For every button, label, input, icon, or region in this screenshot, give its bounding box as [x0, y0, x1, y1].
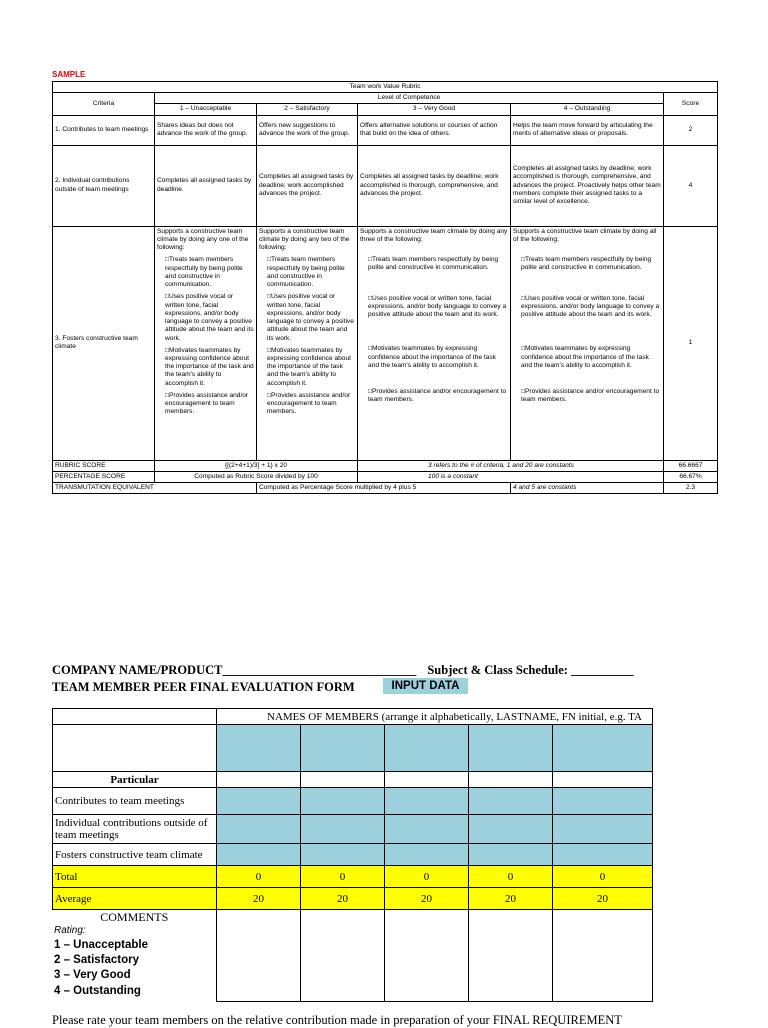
rubric-row	[53, 115, 718, 145]
rubric-row	[53, 226, 718, 460]
rating-input[interactable]	[553, 844, 653, 866]
rubric-cell	[358, 226, 511, 460]
average-value: 20	[301, 888, 385, 910]
particular-label: Particular	[53, 772, 217, 788]
member-name-input[interactable]	[553, 725, 653, 772]
average-label: Average	[53, 888, 217, 910]
summary-value: 66.67%	[664, 471, 718, 482]
rubric-cell: Offers alternative solutions or courses of action that build on the idea of others.	[358, 115, 511, 145]
sample-label: SAMPLE	[52, 70, 86, 79]
summary-label: RUBRIC SCORE	[53, 460, 155, 471]
summary-note: 100 is a constant	[358, 471, 664, 482]
checkbox-bullet-icon: □	[368, 256, 372, 264]
bullet-item: □Provides assistance and/or encouragement to team members.	[368, 388, 507, 404]
criteria-cell: 1. Contributes to team meetings	[53, 115, 155, 145]
rubric-cell: Completes all assigned tasks by deadline; work accomplished is thorough, comprehensive, and advances the project.	[358, 145, 511, 226]
comment-input[interactable]	[301, 910, 385, 1002]
rubric-cell	[511, 226, 664, 460]
checkbox-bullet-icon: □	[521, 294, 525, 302]
bullet-item: □Motivates teammates by expressing confidence about the importance of the task and the team's ability to accomplish it.	[267, 346, 351, 387]
bullet-item: □Uses positive vocal or written tone, facial expressions, and/or body language to convey a positive attitude about the team and its work.	[165, 293, 254, 342]
names-of-members-header: NAMES OF MEMBERS (arrange it alphabetically, LASTNAME, FN initial, e.g. TA	[217, 709, 653, 725]
checkbox-bullet-icon: □	[165, 293, 169, 301]
comment-input[interactable]	[469, 910, 553, 1002]
level-header: Level of Competence	[155, 93, 664, 104]
bullet-item: □Motivates teammates by expressing confidence about the importance of the task and the team's ability to accomplish it.	[521, 345, 649, 369]
total-value: 0	[385, 866, 469, 888]
bullet-item: □Treats team members respectfully by being polite and constructive in communication.	[165, 256, 243, 289]
total-row	[53, 866, 653, 888]
comment-input[interactable]	[217, 910, 301, 1002]
summary-value: 66.6667	[664, 460, 718, 471]
summary-row	[53, 483, 718, 494]
criteria-label: Fosters constructive team climate	[53, 844, 217, 866]
checkbox-bullet-icon: □	[165, 256, 169, 264]
rating-input[interactable]	[217, 815, 301, 844]
summary-formula: Computed as Percentage Score multiplied by 4 plus 5	[257, 483, 511, 494]
checkbox-bullet-icon: □	[267, 391, 271, 399]
bullet-item: □Uses positive vocal or written tone, facial expressions, and/or body language to convey a positive attitude about the team and its work.	[267, 293, 354, 342]
criteria-header: Criteria	[53, 93, 155, 115]
criteria-cell: 3. Fosters constructive team climate	[53, 226, 155, 460]
total-label: Total	[53, 866, 217, 888]
rating-input[interactable]	[217, 844, 301, 866]
checkbox-bullet-icon: □	[267, 256, 271, 264]
intro-text: Supports a constructive team climate by doing any three of the following:	[360, 227, 508, 243]
rubric-cell: Helps the team move forward by articulating the merits of alternative ideas or proposals.	[511, 115, 664, 145]
rubric-cell: Offers new suggestions to advance the work of the group.	[257, 115, 358, 145]
footer-instruction: Please rate your team members on the relative contribution made in preparation of your FINAL REQUIREMENT	[52, 1013, 622, 1027]
criteria-cell: 2. Individual contributions outside of team meetings	[53, 145, 155, 226]
rating-item: 2 – Satisfactory	[54, 954, 140, 966]
checkbox-bullet-icon: □	[368, 294, 372, 302]
rating-input[interactable]	[301, 815, 385, 844]
summary-value: 2.3	[664, 483, 718, 494]
rating-input[interactable]	[469, 815, 553, 844]
rubric-cell	[257, 226, 358, 460]
rating-item: 4 – Outstanding	[54, 985, 141, 997]
total-value: 0	[301, 866, 385, 888]
peer-evaluation-table	[52, 708, 653, 1002]
criteria-row	[53, 788, 653, 815]
bullet-item: □Uses positive vocal or written tone, facial expressions, and/or body language to convey a positive attitude about the team and its work.	[368, 294, 507, 319]
rating-input[interactable]	[469, 844, 553, 866]
checkbox-bullet-icon: □	[165, 391, 169, 399]
bullet-item: □Provides assistance and/or encouragement to team members.	[165, 391, 249, 416]
form-title: TEAM MEMBER PEER FINAL EVALUATION FORM	[52, 680, 355, 694]
rating-input[interactable]	[217, 788, 301, 815]
summary-formula: {[(2+4+1)/3] + 1} x 20	[155, 460, 358, 471]
criteria-label: Individual contributions outside of team meetings	[53, 815, 217, 844]
checkbox-bullet-icon: □	[521, 345, 525, 353]
comments-label: COMMENTS	[100, 910, 169, 924]
summary-formula: Computed as Rubric Score divided by 100	[155, 471, 358, 482]
score-header: Score	[664, 93, 718, 115]
summary-note: 4 and 5 are constants	[511, 483, 664, 494]
summary-row	[53, 460, 718, 471]
level-3-header: 3 – Very Good	[358, 104, 511, 115]
rubric-cell: Completes all assigned tasks by deadline; work accomplished is thorough, comprehensive, and advances the project. Proactively helps other team members complete their assigned tasks to a similar level of excellence.	[511, 145, 664, 226]
rubric-cell: Completes all assigned tasks by deadline.	[155, 145, 257, 226]
level-2-header: 2 – Satisfactory	[257, 104, 358, 115]
score-cell: 1	[664, 226, 718, 460]
checkbox-bullet-icon: □	[521, 256, 525, 264]
score-cell: 4	[664, 145, 718, 226]
company-name-field[interactable]: COMPANY NAME/PRODUCT_______________________________	[52, 663, 417, 677]
member-name-input[interactable]	[217, 725, 301, 772]
bullet-item: □Motivates teammates by expressing confidence about the importance of the task and the team's ability to accomplish it.	[165, 346, 254, 387]
rating-input[interactable]	[301, 844, 385, 866]
teamwork-rubric-table	[52, 81, 718, 494]
rating-input[interactable]	[385, 788, 469, 815]
score-cell: 2	[664, 115, 718, 145]
total-value: 0	[553, 866, 653, 888]
comment-input[interactable]	[553, 910, 653, 1002]
rubric-cell	[155, 226, 257, 460]
average-value: 20	[553, 888, 653, 910]
corner-cell	[53, 709, 217, 725]
bullet-item: □Provides assistance and/or encouragement to team members.	[267, 391, 351, 416]
checkbox-bullet-icon: □	[165, 346, 169, 354]
average-row	[53, 888, 653, 910]
average-value: 20	[385, 888, 469, 910]
rating-input[interactable]	[469, 788, 553, 815]
bullet-item: □Provides assistance and/or encouragement to team members.	[521, 388, 660, 404]
member-name-input[interactable]	[385, 725, 469, 772]
bullet-item: □Treats team members respectfully by being polite and constructive in communication.	[267, 256, 345, 289]
total-value: 0	[217, 866, 301, 888]
rubric-cell: Shares ideas but does not advance the work of the group.	[155, 115, 257, 145]
checkbox-bullet-icon: □	[368, 345, 372, 353]
input-data-badge: INPUT DATA	[383, 678, 468, 694]
intro-text: Supports a constructive team climate by doing any two of the following:	[259, 227, 350, 252]
summary-label: PERCENTAGE SCORE	[53, 471, 155, 482]
average-value: 20	[217, 888, 301, 910]
average-value: 20	[469, 888, 553, 910]
bullet-item: □Treats team members respectfully by being polite and constructive in communication.	[521, 256, 652, 272]
summary-row	[53, 471, 718, 482]
rating-title: Rating:	[54, 925, 86, 936]
rubric-row	[53, 145, 718, 226]
criteria-row	[53, 815, 653, 844]
subject-schedule-field[interactable]: Subject & Class Schedule: __________	[427, 663, 634, 677]
checkbox-bullet-icon: □	[267, 346, 271, 354]
criteria-row	[53, 844, 653, 866]
intro-text: Supports a constructive team climate by doing any one of the following:	[157, 227, 249, 252]
rating-input[interactable]	[385, 844, 469, 866]
rating-item: 3 – Very Good	[54, 969, 131, 981]
rating-input[interactable]	[301, 788, 385, 815]
checkbox-bullet-icon: □	[267, 293, 271, 301]
bullet-item: □Motivates teammates by expressing confidence about the importance of the task and the team's ability to accomplish it.	[368, 345, 496, 369]
intro-text: Supports a constructive team climate by doing all of the following:	[513, 227, 657, 243]
summary-label: TRANSMUTATION EQUIVALENT	[53, 483, 257, 494]
rubric-cell: Completes all assigned tasks by deadline; work accomplished advances the project.	[257, 145, 358, 226]
member-name-input[interactable]	[469, 725, 553, 772]
rating-input[interactable]	[553, 815, 653, 844]
bullet-item: □Treats team members respectfully by being polite and constructive in communication.	[368, 256, 499, 272]
total-value: 0	[469, 866, 553, 888]
checkbox-bullet-icon: □	[368, 388, 372, 396]
level-1-header: 1 – Unacceptable	[155, 104, 257, 115]
member-name-input[interactable]	[301, 725, 385, 772]
criteria-label: Contributes to team meetings	[53, 788, 217, 815]
rating-item: 1 – Unacceptable	[54, 939, 148, 951]
rubric-title: Team work Value Rubric	[53, 82, 718, 93]
form-heading-line1	[52, 663, 634, 678]
level-4-header: 4 – Outstanding	[511, 104, 664, 115]
comment-input[interactable]	[385, 910, 469, 1002]
bullet-item: □Uses positive vocal or written tone, facial expressions, and/or body language to convey a positive attitude about the team and its work.	[521, 294, 660, 319]
rating-input[interactable]	[385, 815, 469, 844]
summary-note: 3 refers to the # of criteria, 1 and 20 are constants	[358, 460, 664, 471]
checkbox-bullet-icon: □	[521, 388, 525, 396]
comments-row	[53, 910, 653, 1002]
rating-input[interactable]	[553, 788, 653, 815]
corner-cell	[53, 725, 217, 772]
